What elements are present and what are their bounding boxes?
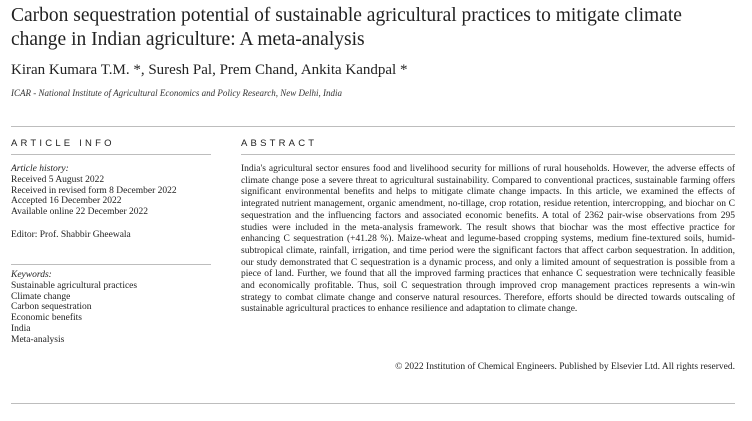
history-label: Article history: — [11, 164, 69, 174]
article-title: Carbon sequestration potential of sustainable agricultural practices to mitigate climate change in Indian agriculture: A meta-analysis — [11, 5, 682, 50]
article-info-divider — [11, 154, 211, 155]
article-info-heading: ARTICLE INFO — [11, 138, 115, 149]
keyword-item: Economic benefits — [11, 313, 82, 324]
keywords-divider — [11, 264, 211, 265]
affiliation: ICAR - National Institute of Agricultural Economics and Policy Research, New Delhi, India — [11, 88, 342, 98]
history-accepted: Accepted 16 December 2022 — [11, 196, 122, 207]
bottom-divider — [11, 403, 735, 404]
author-list: Kiran Kumara T.M. *, Suresh Pal, Prem Chand, Ankita Kandpal * — [11, 62, 408, 78]
history-revised: Received in revised form 8 December 2022 — [11, 185, 177, 196]
keyword-item: Meta-analysis — [11, 334, 65, 345]
keyword-item: Carbon sequestration — [11, 302, 92, 313]
keywords-label: Keywords: — [11, 270, 52, 280]
copyright-line: © 2022 Institution of Chemical Engineers. Published by Elsevier Ltd. All rights reserved. — [395, 362, 735, 372]
abstract-heading: ABSTRACT — [241, 138, 318, 149]
top-divider — [11, 126, 735, 127]
history-online: Available online 22 December 2022 — [11, 207, 148, 218]
history-received: Received 5 August 2022 — [11, 174, 105, 185]
keywords-block — [11, 270, 211, 346]
keyword-item: Sustainable agricultural practices — [11, 280, 138, 291]
keyword-item: India — [11, 323, 31, 334]
article-info-column — [11, 164, 211, 241]
abstract-text: India's agricultural sector ensures food and livelihood security for millions of rural households. However, the adverse effects of climate change pose a severe threat to agricultural sustainability. Compared to conventional practices, sustainable farming offers significant environmental benefits and helps to mitigate climate change impacts. In this article, we examined the effects of integrated nutrient management, organic amendment, no-tillage, crop rotation, residue retention, intercropping, and biochar on C sequestration and the influencing factors and associated economic benefits. A total of 2362 pair-wise observations from 295 studies were included in the meta-analysis framework. The result shows that biochar was the most effective practice for enhancing C sequestration (+41.28 %). Maize-wheat and legume-based cropping systems, medium fine-textured soils, humid-subtropical climate, rainfall, irrigation, and time period were the significant factors that affect carbon sequestration. In addition, our study demonstrated that C sequestration is a dynamic process, and only a limited amount of sequestration is possible from a piece of land. Further, we found that all the improved farming practices that enhance C sequestration were technically feasible and economically profitable. Thus, soil C sequestration through improved crop management practices represents a win-win strategy to combat climate change and conserve natural resources. Therefore, efforts should be directed towards outscaling of sustainable agricultural practices to enhance resilience and adaptation to climate change. — [241, 164, 735, 315]
abstract-divider — [241, 154, 735, 155]
keyword-item: Climate change — [11, 291, 71, 302]
editor-line: Editor: Prof. Shabbir Gheewala — [11, 229, 131, 240]
